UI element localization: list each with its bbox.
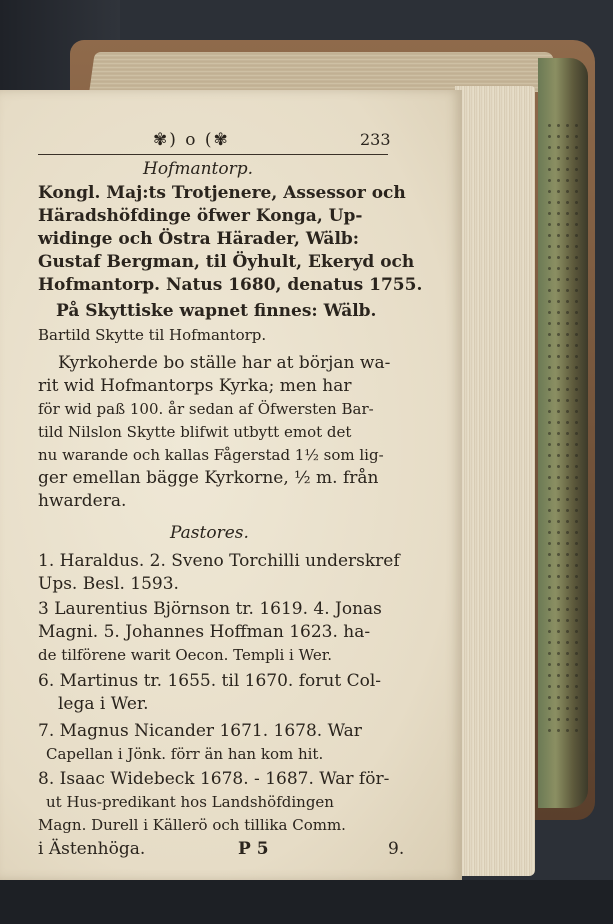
text-line: rit wid Hofmantorps Kyrka; men har xyxy=(38,376,352,396)
text-line: Bartild Skytte til Hofmantorp. xyxy=(38,326,267,344)
text-line: Kyrkoherde bo ställe har at början wa- xyxy=(58,353,391,373)
text-line: Magn. Durell i Källerö och tillika Comm. xyxy=(38,816,346,834)
header-ornament: ✾) o (✾ xyxy=(153,130,230,150)
text-line: de tilförene warit Oecon. Templi i Wer. xyxy=(38,646,332,664)
signature-mark: P 5 xyxy=(238,839,269,859)
text-line: 7. Magnus Nicander 1671. 1678. War xyxy=(38,721,362,741)
text-line: Kongl. Maj:ts Trotjenere, Assessor och xyxy=(38,183,406,203)
spine-texture xyxy=(545,120,581,740)
text-line: för wid paß 100. år sedan af Öfwersten Bar- xyxy=(38,400,374,418)
text-line: 8. Isaac Widebeck 1678. - 1687. War för- xyxy=(38,769,390,789)
text-line: Gustaf Bergman, til Öyhult, Ekeryd och xyxy=(38,252,415,272)
book-page xyxy=(0,90,462,880)
background-bottom xyxy=(0,880,613,924)
text-line: ger emellan bägge Kyrkorne, ½ m. från xyxy=(38,468,379,488)
text-line: På Skyttiske wapnet finnes: Wälb. xyxy=(56,301,377,321)
running-head: Hofmantorp. xyxy=(143,159,254,179)
text-line: lega i Wer. xyxy=(58,694,149,714)
text-line: tild Nilslon Skytte blifwit utbytt emot det xyxy=(38,423,352,441)
text-line: 6. Martinus tr. 1655. til 1670. forut Col- xyxy=(38,671,381,691)
text-line: ut Hus-predikant hos Landshöfdingen xyxy=(46,793,334,811)
text-line: hwardera. xyxy=(38,491,127,511)
text-line: nu warande och kallas Fågerstad 1½ som lig- xyxy=(38,446,384,464)
page-number: 233 xyxy=(360,130,391,149)
text-line: Hofmantorp. Natus 1680, denatus 1755. xyxy=(38,275,423,295)
text-line: Capellan i Jönk. förr än han kom hit. xyxy=(46,745,324,763)
text-line: 1. Haraldus. 2. Sveno Torchilli underskref xyxy=(38,551,400,571)
text-line: Magni. 5. Johannes Hoffman 1623. ha- xyxy=(38,622,371,642)
text-line: 3 Laurentius Björnson tr. 1619. 4. Jonas xyxy=(38,599,382,619)
text-line: i Ästenhöga. xyxy=(38,839,146,859)
header-rule xyxy=(38,154,388,155)
text-line: Ups. Besl. 1593. xyxy=(38,574,179,594)
catchword: 9. xyxy=(388,839,405,859)
text-line: Häradshöfdinge öfwer Konga, Up- xyxy=(38,206,363,226)
section-heading: Pastores. xyxy=(170,523,249,543)
text-line: widinge och Östra Härader, Wälb: xyxy=(38,229,360,249)
page-fore-edge xyxy=(455,86,535,876)
